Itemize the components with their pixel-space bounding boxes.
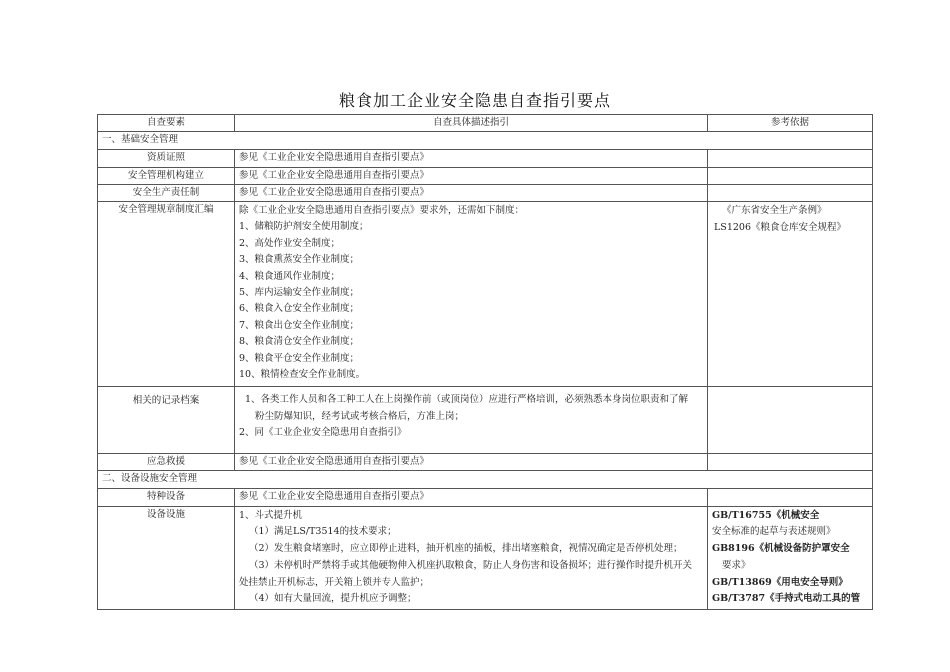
row-item: 应急救援 bbox=[98, 454, 235, 471]
table-row bbox=[98, 489, 873, 506]
section-title: 一、基础安全管理 bbox=[98, 132, 873, 150]
records-line: 1、各类工作人员和各工种工人在上岗操作前（或顶岗位）应进行严格培训，必须熟悉本身岗位职责和了解 bbox=[245, 394, 689, 405]
row-description: 参见《工业企业安全隐患通用自查指引要点》 bbox=[235, 454, 708, 471]
row-item: 安全管理规章制度汇编 bbox=[98, 202, 235, 387]
header-description: 自查具体描述指引 bbox=[235, 115, 708, 132]
row-description: 参见《工业企业安全隐患通用自查指引要点》 bbox=[235, 184, 708, 201]
rules-line: 9、粮食平仓安全作业制度； bbox=[239, 352, 360, 364]
rules-line: 2、高处作业安全制度； bbox=[239, 237, 341, 249]
row-item: 特种设备 bbox=[98, 489, 235, 506]
rules-line: 7、粮食出仓安全作业制度； bbox=[239, 319, 360, 331]
section-row-equipment bbox=[98, 471, 873, 489]
document-title: 粮食加工企业安全隐患自查指引要点 bbox=[338, 91, 611, 110]
facilities-line: （4）如有大量回流，提升机应予调整； bbox=[249, 593, 417, 605]
row-reference bbox=[708, 489, 873, 506]
header-reference: 参考依据 bbox=[708, 115, 873, 132]
row-reference bbox=[708, 202, 873, 387]
reference-line: GB/T3787《手持式电动工具的管 bbox=[712, 593, 861, 605]
row-description: 参见《工业企业安全隐患通用自查指引要点》 bbox=[235, 167, 708, 184]
rules-line: 6、粮食入仓安全作业制度； bbox=[239, 303, 360, 315]
row-reference bbox=[708, 150, 873, 167]
header-item: 自查要素 bbox=[98, 115, 235, 132]
row-item: 安全生产责任制 bbox=[98, 184, 235, 201]
facilities-line: （2）发生粮食堵塞时，应立即停止进料，抽开机座的插板，排出堵塞粮食，视情况确定是否停机处理； bbox=[249, 543, 683, 555]
row-item: 资质证照 bbox=[98, 150, 235, 167]
checklist-table bbox=[97, 114, 873, 610]
reference-line: 要求》 bbox=[722, 559, 751, 571]
rules-line: 1、储粮防护剂安全使用制度； bbox=[239, 221, 369, 233]
row-reference bbox=[708, 506, 873, 610]
table-header-row bbox=[98, 115, 873, 132]
rules-line: 5、库内运输安全作业制度； bbox=[239, 287, 360, 299]
row-reference bbox=[708, 167, 873, 184]
table-row bbox=[98, 202, 873, 387]
section-row-basic bbox=[98, 132, 873, 150]
row-item: 安全管理机构建立 bbox=[98, 167, 235, 184]
row-item: 设备设施 bbox=[98, 506, 235, 610]
row-item: 相关的记录档案 bbox=[98, 387, 235, 454]
table-row bbox=[98, 506, 873, 610]
reference-line: LS1206《粮食仓库安全规程》 bbox=[714, 221, 846, 233]
row-description bbox=[235, 202, 708, 387]
row-description bbox=[235, 387, 708, 454]
rules-line: 10、粮情检查安全作业制度。 bbox=[239, 369, 366, 381]
facilities-line: 1、斗式提升机 bbox=[239, 509, 303, 521]
row-description: 参见《工业企业安全隐患通用自查指引要点》 bbox=[235, 489, 708, 506]
reference-line: GB/T13869《用电安全导则》 bbox=[712, 576, 848, 588]
table-row bbox=[98, 167, 873, 184]
table-row bbox=[98, 184, 873, 201]
row-reference bbox=[708, 454, 873, 471]
reference-line: GB/T16755《机械安全 bbox=[712, 509, 820, 521]
facilities-line: （1）满足LS/T3514的技术要求； bbox=[249, 526, 397, 538]
facilities-line: （3）未停机时严禁将手或其他硬物伸入机座扒取粮食，防止人身伤害和设备损坏；进行操作时提升机开关 bbox=[249, 559, 693, 571]
row-description bbox=[235, 506, 708, 610]
rules-line: 4、粮食通风作业制度； bbox=[239, 270, 341, 282]
facilities-line: 处挂禁止开机标志，开关箱上锁并专人监护； bbox=[239, 576, 430, 588]
table-row bbox=[98, 150, 873, 167]
rules-line: 8、粮食清仓安全作业制度； bbox=[239, 336, 360, 348]
row-reference bbox=[708, 387, 873, 454]
reference-line: GB8196《机械设备防护罩安全 bbox=[712, 543, 850, 555]
rules-line: 除《工业企业安全隐患通用自查指引要点》要求外，还需如下制度： bbox=[239, 205, 525, 216]
reference-line: 安全标准的起草与表述规则》 bbox=[712, 526, 836, 538]
table-row bbox=[98, 454, 873, 471]
records-line: 粉尘防爆知识，经考试或考核合格后，方准上岗； bbox=[255, 410, 465, 422]
row-reference bbox=[708, 184, 873, 201]
table-row bbox=[98, 387, 873, 454]
reference-line: 《广东省安全生产条例》 bbox=[722, 205, 827, 216]
rules-line: 3、粮食熏蒸安全作业制度； bbox=[239, 254, 360, 266]
row-description: 参见《工业企业安全隐患通用自查指引要点》 bbox=[235, 150, 708, 167]
section-title: 二、设备设施安全管理 bbox=[98, 471, 873, 489]
records-line: 2、同《工业企业安全隐患用自查指引》 bbox=[239, 427, 407, 439]
